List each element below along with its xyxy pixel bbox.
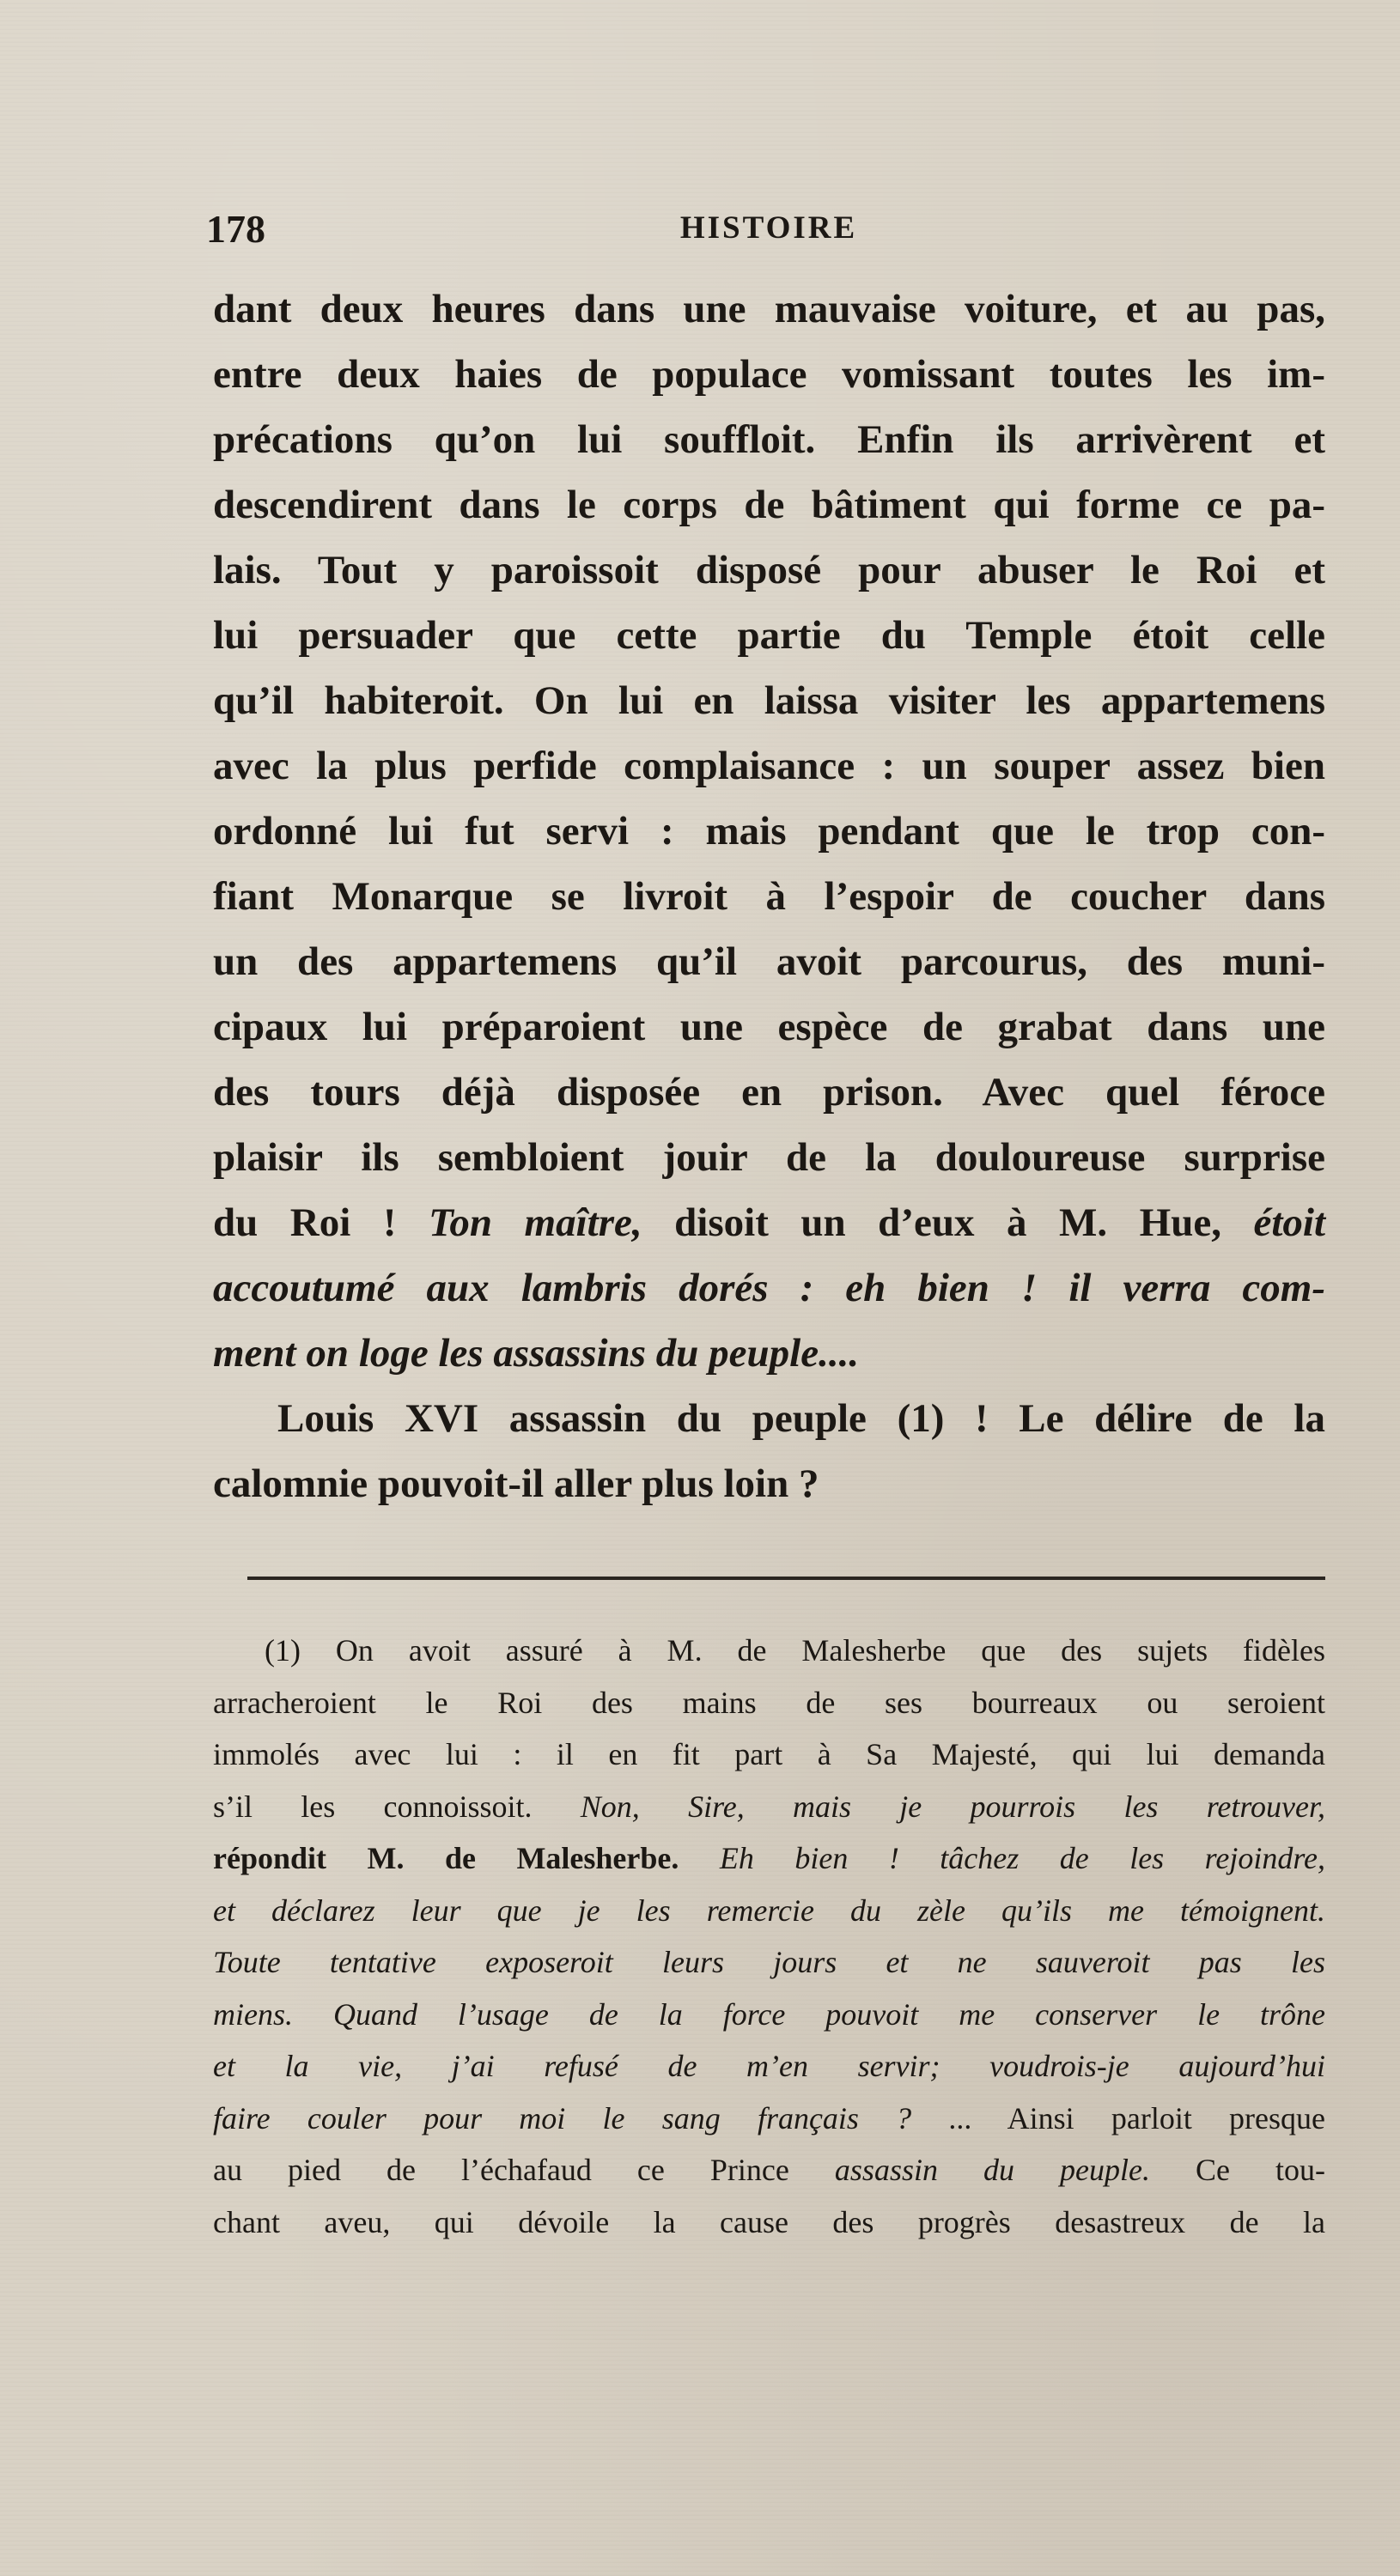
text-segment: du Roi ! (213, 1200, 397, 1245)
running-head (206, 206, 1331, 249)
footnote-rule (247, 1577, 1325, 1580)
text-line: cipaux lui préparoient une espèce de grabat dans une (213, 1005, 1325, 1049)
text-line: entre deux haies de populace vomissant toutes les im- (213, 352, 1325, 397)
text-line: fiant Monarque se livroit à l’espoir de coucher dans (213, 874, 1325, 919)
italic-segment: Non, Sire, mais je pourrois les retrouver, (580, 1789, 1326, 1824)
footnote-line (213, 1781, 1325, 1833)
text-line: qu’il habiteroit. On lui en laissa visiter les appartemens (213, 678, 1325, 723)
text-line: Louis XVI assassin du peuple (1) ! Le délire de la (277, 1396, 1325, 1441)
text-segment: disoit un d’eux à M. Hue, (674, 1200, 1221, 1245)
page-number: 178 (206, 207, 265, 251)
text-line (213, 1190, 1325, 1255)
text-line: lui persuader que cette partie du Temple étoit celle (213, 613, 1325, 658)
italic-quote-line: accoutumé aux lambris dorés : eh bien ! il verra com- (213, 1266, 1325, 1310)
italic-segment: Eh bien ! tâchez de les rejoindre, (719, 1841, 1325, 1875)
text-line: dant deux heures dans une mauvaise voiture, et au pas, (213, 287, 1325, 331)
footnote-line: chant aveu, qui dévoile la cause des progrès desastreux de la (213, 2204, 1325, 2239)
text-line: avec la plus perfide complaisance : un souper assez bien (213, 744, 1325, 788)
text-segment: ... Ainsi parloit presque (948, 2100, 1325, 2136)
footnote-line (213, 2093, 1325, 2145)
text-line: lais. Tout y paroissoit disposé pour abuser le Roi et (213, 548, 1325, 592)
running-title: HISTOIRE (679, 210, 858, 246)
footnote-line (213, 1832, 1325, 1885)
text-segment: s’il les connoissoit. (213, 1789, 533, 1824)
main-text (213, 276, 1325, 1516)
footnote-line: immolés avec lui : il en fit part à Sa Majesté, qui lui demanda (213, 1737, 1325, 1771)
text-line: descendirent dans le corps de bâtiment qui forme ce pa- (213, 483, 1325, 527)
footnote (213, 1625, 1325, 2248)
text-segment: au pied de l’échafaud ce Prince (213, 2153, 789, 2187)
footnote-line: (1) On avoit assuré à M. de Malesherbe que des sujets fidèles (265, 1633, 1325, 1668)
italic-quote: étoit (1253, 1200, 1326, 1245)
italic-segment: assassin du peuple. (834, 2153, 1150, 2187)
text-line: ordonné lui fut servi : mais pendant que le trop con- (213, 809, 1325, 854)
footnote-line: et déclarez leur que je les remercie du zèle qu’ils me témoignent. (213, 1893, 1325, 1928)
footnote-line: miens. Quand l’usage de la force pouvoit me conserver le trône (213, 1996, 1325, 2032)
text-line: précations qu’on lui souffloit. Enfin ils arrivèrent et (213, 417, 1325, 462)
footnote-line (213, 2144, 1325, 2196)
text-line: calomnie pouvoit-il aller plus loin ? (213, 1461, 819, 1506)
italic-quote-line: ment on loge les assassins du peuple.... (213, 1331, 860, 1376)
footnote-line: et la vie, j’ai refusé de m’en servir; voudrois-je aujourd’hui (213, 2049, 1325, 2083)
text-segment: Ce tou- (1196, 2153, 1326, 2187)
footnote-line: Toute tentative exposeroit leurs jours et ne sauveroit pas les (213, 1945, 1325, 1979)
italic-segment: faire couler pour moi le sang français ? (213, 2100, 912, 2136)
text-segment: répondit M. de Malesherbe. (213, 1841, 679, 1875)
italic-quote: Ton maître, (429, 1200, 642, 1245)
text-line: des tours déjà disposée en prison. Avec quel féroce (213, 1070, 1325, 1115)
text-line: plaisir ils sembloient jouir de la douloureuse surprise (213, 1135, 1325, 1180)
footnote-line: arracheroient le Roi des mains de ses bourreaux ou seroient (213, 1685, 1325, 1720)
text-line: un des appartemens qu’il avoit parcourus, des muni- (213, 939, 1325, 984)
